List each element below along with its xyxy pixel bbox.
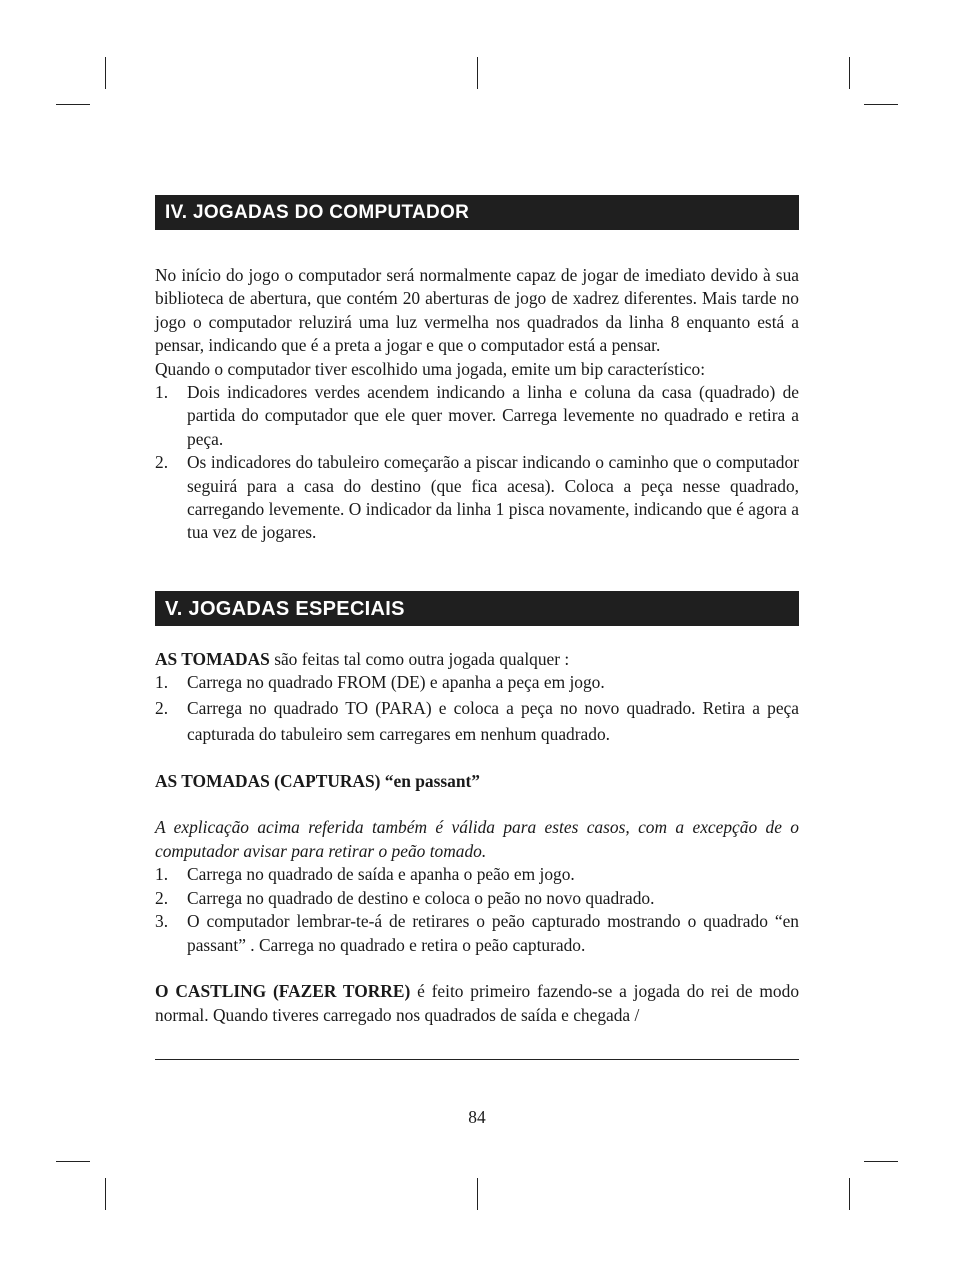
- crop-mark: [56, 1161, 90, 1162]
- crop-mark: [849, 57, 850, 89]
- captures-list: [155, 671, 799, 746]
- computer-moves-list: [155, 381, 799, 545]
- crop-mark: [477, 1178, 478, 1210]
- list-item: 1. Carrega no quadrado de saída e apanha o peão em jogo.: [155, 864, 575, 885]
- en-passant-list: [155, 863, 799, 957]
- list-item: 3. O computador lembrar-te-á de retirares o peão capturado mostrando o quadrado “en passant” . Carrega no quadrado e retira o peão capturado.: [155, 911, 799, 955]
- crop-mark: [56, 104, 90, 105]
- crop-mark: [849, 1178, 850, 1210]
- paragraph-captures: AS TOMADAS são feitas tal como outra jogada qualquer :: [155, 648, 570, 669]
- section-heading-computer-moves: IV. JOGADAS DO COMPUTADOR: [155, 195, 799, 230]
- page-content: [155, 195, 799, 1027]
- paragraph-castling: O CASTLING (FAZER TORRE) é feito primeiro fazendo-se a jogada do rei de modo normal. Quando tiveres carregado nos quadrados de saída e chegada /: [155, 981, 800, 1025]
- en-passant-note: A explicação acima referida também é válida para estes casos, com a excepção de o computador avisar para retirar o peão tomado.: [155, 817, 799, 861]
- paragraph-intro: No início do jogo o computador será normalmente capaz de jogar de imediato devido à sua biblioteca de abertura, que contém 20 aberturas de jogo de xadrez diferentes. Mais tarde no jogo o computador reluzirá uma luz vermelha nos quadrados da linha 8 enquanto está a pensar, indicando que é a preta a jogar e que o computador está a pensar.: [155, 265, 799, 356]
- crop-mark: [864, 1161, 898, 1162]
- footer-rule: [155, 1059, 799, 1060]
- section-heading-special-moves: V. JOGADAS ESPECIAIS: [155, 591, 799, 626]
- page-number: 84: [468, 1107, 486, 1127]
- list-item: 2. Carrega no quadrado TO (PARA) e coloca a peça no novo quadrado. Retira a peça capturada do tabuleiro sem carregares em nenhum quadrado.: [155, 697, 799, 744]
- paragraph-beep: Quando o computador tiver escolhido uma jogada, emite um bip característico:: [155, 358, 706, 379]
- list-item: 2. Carrega no quadrado de destino e coloca o peão no novo quadrado.: [155, 887, 655, 908]
- en-passant-heading: AS TOMADAS (CAPTURAS) “en passant”: [155, 770, 480, 791]
- list-item: 1. Dois indicadores verdes acendem indicando a linha e coluna da casa (quadrado) de partida do computador que ele quer mover. Carrega levemente no quadrado e retira a peça.: [155, 382, 799, 449]
- list-item: 1. Carrega no quadrado FROM (DE) e apanha a peça em jogo.: [155, 672, 605, 693]
- crop-mark: [477, 57, 478, 89]
- crop-mark: [105, 57, 106, 89]
- crop-mark: [105, 1178, 106, 1210]
- crop-mark: [864, 104, 898, 105]
- list-item: 2. Os indicadores do tabuleiro começarão a piscar indicando o caminho que o computador seguirá para a casa do destino (que fica acesa). Coloca a peça nesse quadrado, carregando levemente. O indicador da linha 1 pisca novamente, indicando que é agora a tua vez de jogares.: [155, 452, 799, 543]
